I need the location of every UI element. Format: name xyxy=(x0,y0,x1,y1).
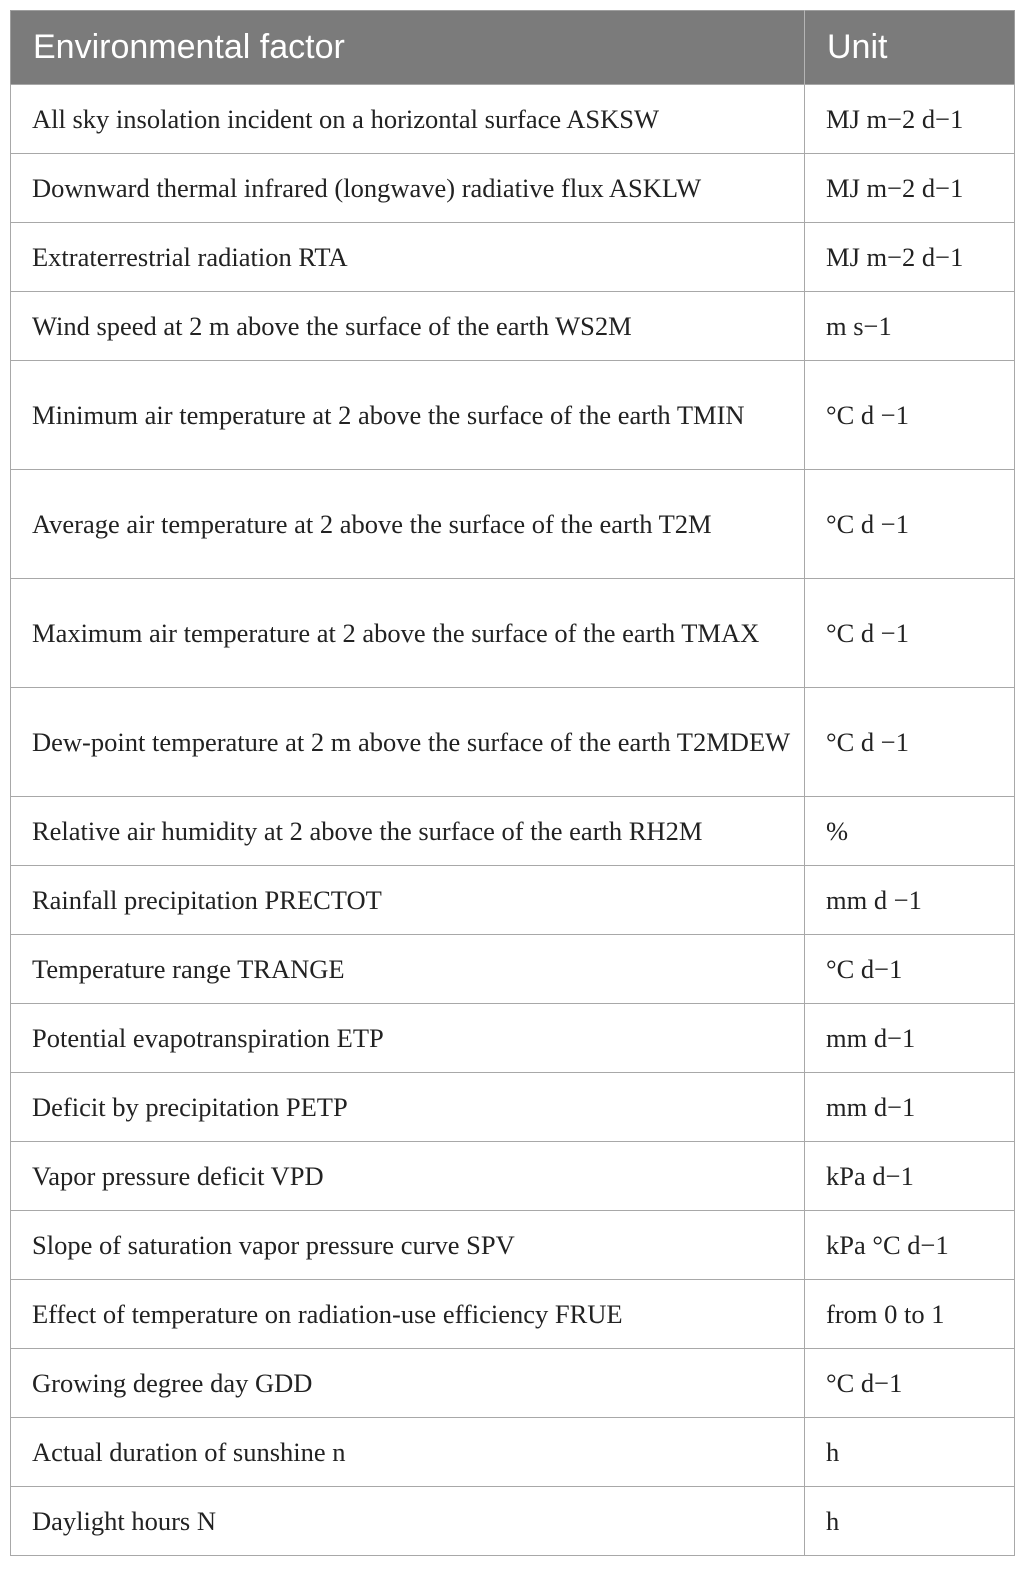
table-row xyxy=(11,470,1015,579)
unit-cell: kPa °C d−1 xyxy=(805,1211,1015,1280)
table-row xyxy=(11,361,1015,470)
table-row xyxy=(11,85,1015,154)
column-header-factor: Environmental factor xyxy=(11,11,805,85)
unit-cell: °C d−1 xyxy=(805,935,1015,1004)
table-row xyxy=(11,1073,1015,1142)
factor-cell: Downward thermal infrared (longwave) radiative flux ASKLW xyxy=(11,154,805,223)
factor-cell: Growing degree day GDD xyxy=(11,1349,805,1418)
unit-cell: °C d −1 xyxy=(805,361,1015,470)
table-row xyxy=(11,1418,1015,1487)
factor-cell: All sky insolation incident on a horizontal surface ASKSW xyxy=(11,85,805,154)
table-container xyxy=(10,10,1014,1556)
table-row xyxy=(11,223,1015,292)
unit-cell: % xyxy=(805,797,1015,866)
column-header-unit: Unit xyxy=(805,11,1015,85)
factor-cell: Temperature range TRANGE xyxy=(11,935,805,1004)
unit-cell: mm d−1 xyxy=(805,1004,1015,1073)
factor-cell: Wind speed at 2 m above the surface of the earth WS2M xyxy=(11,292,805,361)
unit-cell: MJ m−2 d−1 xyxy=(805,85,1015,154)
unit-cell: MJ m−2 d−1 xyxy=(805,223,1015,292)
unit-cell: °C d −1 xyxy=(805,470,1015,579)
factor-cell: Effect of temperature on radiation-use efficiency FRUE xyxy=(11,1280,805,1349)
factor-cell: Vapor pressure deficit VPD xyxy=(11,1142,805,1211)
table-row xyxy=(11,1280,1015,1349)
table-row xyxy=(11,866,1015,935)
factor-cell: Slope of saturation vapor pressure curve SPV xyxy=(11,1211,805,1280)
unit-cell: kPa d−1 xyxy=(805,1142,1015,1211)
factor-cell: Average air temperature at 2 above the surface of the earth T2M xyxy=(11,470,805,579)
unit-cell: h xyxy=(805,1487,1015,1556)
unit-cell: °C d −1 xyxy=(805,579,1015,688)
factor-cell: Potential evapotranspiration ETP xyxy=(11,1004,805,1073)
unit-cell: MJ m−2 d−1 xyxy=(805,154,1015,223)
factor-cell: Dew-point temperature at 2 m above the surface of the earth T2MDEW xyxy=(11,688,805,797)
factor-cell: Maximum air temperature at 2 above the surface of the earth TMAX xyxy=(11,579,805,688)
table-row xyxy=(11,797,1015,866)
factor-cell: Actual duration of sunshine n xyxy=(11,1418,805,1487)
table-row xyxy=(11,935,1015,1004)
table-row xyxy=(11,292,1015,361)
unit-cell: mm d −1 xyxy=(805,866,1015,935)
table-row xyxy=(11,1349,1015,1418)
factor-cell: Deficit by precipitation PETP xyxy=(11,1073,805,1142)
unit-cell: h xyxy=(805,1418,1015,1487)
table-row xyxy=(11,1004,1015,1073)
table-row xyxy=(11,1142,1015,1211)
unit-cell: m s−1 xyxy=(805,292,1015,361)
table-row xyxy=(11,1211,1015,1280)
factor-cell: Daylight hours N xyxy=(11,1487,805,1556)
header-row xyxy=(11,11,1015,85)
factor-cell: Relative air humidity at 2 above the surface of the earth RH2M xyxy=(11,797,805,866)
factor-cell: Minimum air temperature at 2 above the surface of the earth TMIN xyxy=(11,361,805,470)
table-row xyxy=(11,688,1015,797)
table-row xyxy=(11,579,1015,688)
unit-cell: °C d−1 xyxy=(805,1349,1015,1418)
unit-cell: °C d −1 xyxy=(805,688,1015,797)
table-row xyxy=(11,154,1015,223)
unit-cell: from 0 to 1 xyxy=(805,1280,1015,1349)
table-row xyxy=(11,1487,1015,1556)
unit-cell: mm d−1 xyxy=(805,1073,1015,1142)
environmental-factors-table xyxy=(10,10,1015,1556)
factor-cell: Extraterrestrial radiation RTA xyxy=(11,223,805,292)
factor-cell: Rainfall precipitation PRECTOT xyxy=(11,866,805,935)
